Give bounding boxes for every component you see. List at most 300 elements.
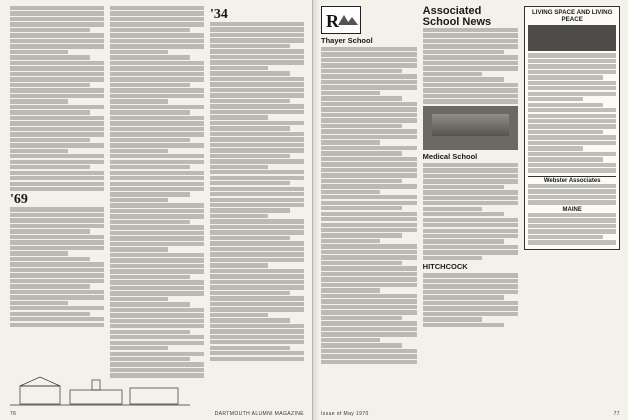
text-line-placeholder	[321, 206, 402, 210]
text-line-placeholder	[210, 252, 304, 256]
campus-sketch-illustration	[10, 374, 190, 408]
text-line-placeholder	[210, 121, 304, 125]
text-line-placeholder	[528, 229, 616, 233]
left-page-footer	[10, 411, 304, 417]
left-body-text	[10, 6, 104, 191]
text-line-placeholder	[321, 118, 417, 122]
text-line-placeholder	[210, 110, 304, 114]
text-line-placeholder	[321, 316, 402, 320]
text-line-placeholder	[110, 330, 190, 334]
text-line-placeholder	[10, 143, 104, 147]
text-line-placeholder	[528, 218, 616, 222]
text-line-placeholder	[321, 349, 417, 353]
text-line-placeholder	[10, 218, 104, 222]
text-line-placeholder	[10, 99, 68, 103]
right-ad-column	[524, 6, 620, 406]
text-line-placeholder	[528, 124, 616, 128]
text-line-placeholder	[423, 168, 519, 172]
text-line-placeholder	[110, 83, 190, 87]
text-line-placeholder	[210, 247, 304, 251]
text-line-placeholder	[10, 295, 104, 299]
text-line-placeholder	[423, 28, 519, 32]
text-line-placeholder	[10, 61, 104, 65]
text-line-placeholder	[10, 149, 68, 153]
text-line-placeholder	[10, 110, 90, 114]
thayer-school-heading: Thayer School	[321, 36, 373, 45]
text-line-placeholder	[423, 77, 504, 81]
text-line-placeholder	[528, 70, 616, 74]
text-line-placeholder	[210, 176, 304, 180]
text-line-placeholder	[110, 6, 204, 10]
text-line-placeholder	[423, 290, 519, 294]
text-line-placeholder	[210, 291, 290, 295]
text-line-placeholder	[210, 38, 304, 42]
text-line-placeholder	[10, 171, 104, 175]
text-line-placeholder	[10, 33, 104, 37]
text-line-placeholder	[423, 83, 519, 87]
text-line-placeholder	[210, 60, 304, 64]
text-line-placeholder	[210, 302, 304, 306]
text-line-placeholder	[10, 290, 104, 294]
text-line-placeholder	[110, 77, 204, 81]
text-line-placeholder	[110, 264, 204, 268]
text-line-placeholder	[210, 170, 304, 174]
text-line-placeholder	[110, 160, 204, 164]
gutter-shadow	[313, 0, 319, 420]
text-line-placeholder	[528, 235, 603, 239]
text-line-placeholder	[210, 22, 304, 26]
text-line-placeholder	[210, 335, 304, 339]
medical-school-photo	[423, 106, 519, 150]
text-line-placeholder	[210, 274, 304, 278]
text-line-placeholder	[210, 132, 304, 136]
left-column-3	[210, 6, 304, 406]
text-line-placeholder	[210, 154, 290, 158]
text-line-placeholder	[321, 124, 402, 128]
text-line-placeholder	[321, 168, 417, 172]
text-line-placeholder	[110, 231, 204, 235]
text-line-placeholder	[423, 323, 504, 327]
text-line-placeholder	[210, 33, 304, 37]
text-line-placeholder	[423, 229, 519, 233]
text-line-placeholder	[210, 82, 304, 86]
text-line-placeholder	[210, 198, 304, 202]
text-line-placeholder	[210, 258, 304, 262]
text-line-placeholder	[110, 110, 190, 114]
maine-listing-text	[528, 213, 616, 245]
text-line-placeholder	[110, 127, 204, 131]
text-line-placeholder	[528, 195, 616, 199]
text-line-placeholder	[110, 121, 204, 125]
text-line-placeholder	[423, 163, 519, 167]
text-line-placeholder	[528, 97, 582, 101]
text-line-placeholder	[10, 132, 104, 136]
associated-school-news-title: Associated School News	[422, 6, 492, 28]
text-line-placeholder	[10, 154, 104, 158]
text-line-placeholder	[10, 44, 104, 48]
text-line-placeholder	[423, 317, 482, 321]
text-line-placeholder	[423, 284, 519, 288]
right-page-footer	[321, 411, 620, 417]
text-line-placeholder	[10, 17, 104, 21]
text-line-placeholder	[321, 74, 417, 78]
text-line-placeholder	[423, 66, 519, 70]
text-line-placeholder	[110, 143, 204, 147]
text-line-placeholder	[528, 59, 616, 63]
text-line-placeholder	[10, 77, 104, 81]
text-line-placeholder	[321, 305, 417, 309]
text-line-placeholder	[10, 257, 90, 261]
ad-body-text	[528, 53, 616, 173]
text-line-placeholder	[110, 297, 168, 301]
text-line-placeholder	[321, 85, 417, 89]
text-line-placeholder	[321, 135, 417, 139]
text-line-placeholder	[110, 209, 204, 213]
text-line-placeholder	[210, 269, 304, 273]
text-line-placeholder	[321, 299, 417, 303]
text-line-placeholder	[10, 50, 68, 54]
text-line-placeholder	[321, 250, 417, 254]
text-line-placeholder	[528, 163, 616, 167]
text-line-placeholder	[423, 212, 504, 216]
text-line-placeholder	[10, 88, 104, 92]
text-line-placeholder	[210, 236, 290, 240]
thayer-school-text	[321, 47, 417, 364]
text-line-placeholder	[423, 179, 519, 183]
text-line-placeholder	[321, 266, 417, 270]
text-line-placeholder	[110, 269, 204, 273]
right-column-1	[321, 6, 417, 406]
text-line-placeholder	[210, 66, 268, 70]
text-line-placeholder	[110, 192, 190, 196]
text-line-placeholder	[321, 217, 417, 221]
ad-agency-box	[528, 176, 616, 205]
text-line-placeholder	[10, 187, 104, 191]
text-line-placeholder	[110, 187, 204, 191]
text-line-placeholder	[321, 146, 417, 150]
text-line-placeholder	[321, 321, 417, 325]
text-line-placeholder	[10, 268, 104, 272]
text-line-placeholder	[528, 81, 616, 85]
text-line-placeholder	[321, 157, 417, 161]
ad-house-photo	[528, 25, 616, 51]
text-line-placeholder	[528, 141, 616, 145]
left-page	[0, 0, 312, 420]
text-line-placeholder	[110, 94, 204, 98]
text-line-placeholder	[110, 308, 204, 312]
text-line-placeholder	[528, 168, 616, 172]
text-line-placeholder	[210, 71, 290, 75]
text-line-placeholder	[210, 159, 304, 163]
text-line-placeholder	[110, 17, 204, 21]
text-line-placeholder	[110, 165, 190, 169]
text-line-placeholder	[110, 28, 190, 32]
ad-agency-name: Webster Associates	[543, 177, 601, 184]
svg-text:R: R	[326, 11, 339, 31]
text-line-placeholder	[321, 288, 380, 292]
right-column-2	[423, 6, 519, 406]
ad-headline: LIVING SPACE AND LIVING PEACE	[531, 9, 613, 23]
text-line-placeholder	[10, 160, 104, 164]
text-line-placeholder	[10, 279, 104, 283]
text-line-placeholder	[10, 224, 104, 228]
text-line-placeholder	[210, 225, 304, 229]
text-line-placeholder	[110, 44, 204, 48]
text-line-placeholder	[423, 218, 519, 222]
text-line-placeholder	[110, 132, 204, 136]
text-line-placeholder	[321, 283, 417, 287]
text-line-placeholder	[423, 312, 519, 316]
text-line-placeholder	[423, 301, 519, 305]
text-line-placeholder	[110, 105, 204, 109]
text-line-placeholder	[321, 310, 417, 314]
text-line-placeholder	[10, 28, 90, 32]
text-line-placeholder	[10, 207, 104, 211]
text-line-placeholder	[423, 190, 519, 194]
text-line-placeholder	[10, 22, 104, 26]
text-line-placeholder	[10, 121, 104, 125]
text-line-placeholder	[210, 214, 268, 218]
text-line-placeholder	[210, 192, 304, 196]
text-line-placeholder	[423, 88, 519, 92]
text-line-placeholder	[210, 241, 304, 245]
text-line-placeholder	[321, 69, 402, 73]
text-line-placeholder	[321, 173, 417, 177]
text-line-placeholder	[110, 22, 204, 26]
text-line-placeholder	[321, 201, 417, 205]
text-line-placeholder	[528, 146, 582, 150]
text-line-placeholder	[110, 368, 204, 372]
text-line-placeholder	[321, 63, 417, 67]
text-line-placeholder	[423, 39, 519, 43]
text-line-placeholder	[423, 273, 519, 277]
text-line-placeholder	[423, 99, 519, 103]
text-line-placeholder	[210, 104, 304, 108]
text-line-placeholder	[321, 223, 417, 227]
text-line-placeholder	[10, 301, 68, 305]
text-line-placeholder	[321, 272, 417, 276]
text-line-placeholder	[210, 357, 304, 361]
text-line-placeholder	[110, 149, 168, 153]
text-line-placeholder	[210, 219, 304, 223]
text-line-placeholder	[321, 277, 417, 281]
text-line-placeholder	[423, 250, 519, 254]
text-line-placeholder	[210, 88, 304, 92]
text-line-placeholder	[10, 262, 104, 266]
text-line-placeholder	[210, 165, 268, 169]
text-line-placeholder	[321, 179, 402, 183]
text-line-placeholder	[210, 143, 304, 147]
text-line-placeholder	[423, 196, 519, 200]
right-page-number: 77	[613, 411, 620, 417]
text-line-placeholder	[10, 213, 104, 217]
text-line-placeholder	[321, 184, 417, 188]
text-line-placeholder	[110, 258, 204, 262]
text-line-placeholder	[10, 11, 104, 15]
text-line-placeholder	[321, 338, 380, 342]
text-line-placeholder	[423, 207, 482, 211]
text-line-placeholder	[321, 228, 417, 232]
text-line-placeholder	[528, 103, 603, 107]
right-column-2-text	[423, 28, 519, 104]
ad-agency-lines	[528, 184, 616, 205]
text-line-placeholder	[423, 44, 519, 48]
text-line-placeholder	[321, 47, 417, 51]
text-line-placeholder	[10, 306, 104, 310]
text-line-placeholder	[321, 58, 417, 62]
right-footer-issue: Issue of May 1970	[321, 411, 369, 417]
text-line-placeholder	[110, 11, 204, 15]
left-column-2	[110, 6, 204, 406]
text-line-placeholder	[210, 313, 268, 317]
text-line-placeholder	[210, 126, 290, 130]
left-page-number: 76	[10, 411, 17, 417]
text-line-placeholder	[110, 198, 168, 202]
text-line-placeholder	[528, 86, 616, 90]
text-line-placeholder	[10, 235, 104, 239]
text-line-placeholder	[10, 176, 104, 180]
text-line-placeholder	[321, 261, 402, 265]
text-line-placeholder	[110, 50, 168, 54]
text-line-placeholder	[210, 230, 304, 234]
text-line-placeholder	[423, 174, 519, 178]
school-news-masthead	[321, 6, 417, 34]
text-line-placeholder	[210, 137, 304, 141]
text-line-placeholder	[321, 102, 417, 106]
text-line-placeholder	[210, 203, 304, 207]
text-line-placeholder	[210, 351, 304, 355]
text-line-placeholder	[528, 130, 603, 134]
text-line-placeholder	[10, 229, 90, 233]
text-line-placeholder	[321, 239, 380, 243]
text-line-placeholder	[110, 99, 168, 103]
text-line-placeholder	[10, 72, 104, 76]
text-line-placeholder	[423, 239, 504, 243]
text-line-placeholder	[528, 119, 616, 123]
text-line-placeholder	[110, 319, 204, 323]
text-line-placeholder	[321, 96, 402, 100]
text-line-placeholder	[110, 176, 204, 180]
text-line-placeholder	[321, 294, 417, 298]
text-line-placeholder	[321, 151, 402, 155]
text-line-placeholder	[321, 113, 417, 117]
text-line-placeholder	[528, 135, 616, 139]
text-line-placeholder	[110, 225, 204, 229]
text-line-placeholder	[10, 273, 104, 277]
text-line-placeholder	[321, 343, 402, 347]
text-line-placeholder	[110, 39, 204, 43]
text-line-placeholder	[210, 27, 304, 31]
text-line-placeholder	[321, 233, 402, 237]
text-line-placeholder	[10, 251, 68, 255]
medical-school-heading: Medical School	[422, 151, 478, 161]
text-line-placeholder	[110, 302, 190, 306]
text-line-placeholder	[110, 33, 204, 37]
text-line-placeholder	[110, 236, 204, 240]
right-page	[312, 0, 628, 420]
text-line-placeholder	[110, 346, 168, 350]
text-line-placeholder	[110, 313, 204, 317]
text-line-placeholder	[110, 220, 190, 224]
text-line-placeholder	[423, 72, 482, 76]
text-line-placeholder	[10, 240, 104, 244]
text-line-placeholder	[110, 203, 204, 207]
left-column-1	[10, 6, 104, 406]
text-line-placeholder	[423, 94, 519, 98]
text-line-placeholder	[210, 280, 304, 284]
text-line-placeholder	[10, 55, 90, 59]
text-line-placeholder	[10, 94, 104, 98]
text-line-placeholder	[321, 360, 417, 364]
text-line-placeholder	[423, 185, 504, 189]
text-line-placeholder	[110, 154, 204, 158]
text-line-placeholder	[423, 50, 504, 54]
text-line-placeholder	[528, 114, 616, 118]
school-news-logo	[321, 6, 361, 34]
hitchcock-heading: HITCHCOCK	[422, 262, 468, 272]
real-estate-advertisement	[524, 6, 620, 250]
text-line-placeholder	[210, 187, 304, 191]
text-line-placeholder	[210, 307, 304, 311]
text-line-placeholder	[528, 157, 603, 161]
text-line-placeholder	[110, 280, 204, 284]
text-line-placeholder	[110, 247, 168, 251]
class-34-notes	[210, 22, 304, 361]
text-line-placeholder	[10, 66, 104, 70]
text-line-placeholder	[210, 55, 304, 59]
text-line-placeholder	[321, 91, 380, 95]
text-line-placeholder	[528, 64, 616, 68]
text-line-placeholder	[210, 318, 290, 322]
text-line-placeholder	[210, 296, 304, 300]
text-line-placeholder	[423, 234, 519, 238]
text-line-placeholder	[110, 357, 190, 361]
text-line-placeholder	[528, 240, 616, 244]
text-line-placeholder	[321, 190, 380, 194]
text-line-placeholder	[110, 275, 190, 279]
text-line-placeholder	[528, 152, 616, 156]
maine-heading: MAINE	[562, 206, 582, 213]
text-line-placeholder	[110, 66, 204, 70]
class-34-heading: '34	[210, 7, 228, 22]
text-line-placeholder	[423, 256, 482, 260]
text-line-placeholder	[10, 138, 90, 142]
text-line-placeholder	[10, 127, 104, 131]
text-line-placeholder	[528, 108, 616, 112]
text-line-placeholder	[528, 224, 616, 228]
text-line-placeholder	[10, 105, 104, 109]
text-line-placeholder	[10, 116, 104, 120]
hitchcock-text	[423, 273, 519, 327]
text-line-placeholder	[10, 284, 90, 288]
text-line-placeholder	[10, 312, 90, 316]
text-line-placeholder	[110, 362, 204, 366]
text-line-placeholder	[321, 140, 380, 144]
text-line-placeholder	[110, 72, 204, 76]
text-line-placeholder	[10, 317, 104, 321]
text-line-placeholder	[210, 181, 290, 185]
text-line-placeholder	[423, 279, 519, 283]
text-line-placeholder	[423, 61, 519, 65]
text-line-placeholder	[423, 55, 519, 59]
text-line-placeholder	[321, 244, 417, 248]
text-line-placeholder	[10, 39, 104, 43]
text-line-placeholder	[10, 323, 104, 327]
text-line-placeholder	[528, 184, 616, 188]
text-line-placeholder	[321, 52, 417, 56]
text-line-placeholder	[210, 44, 290, 48]
text-line-placeholder	[210, 148, 304, 152]
